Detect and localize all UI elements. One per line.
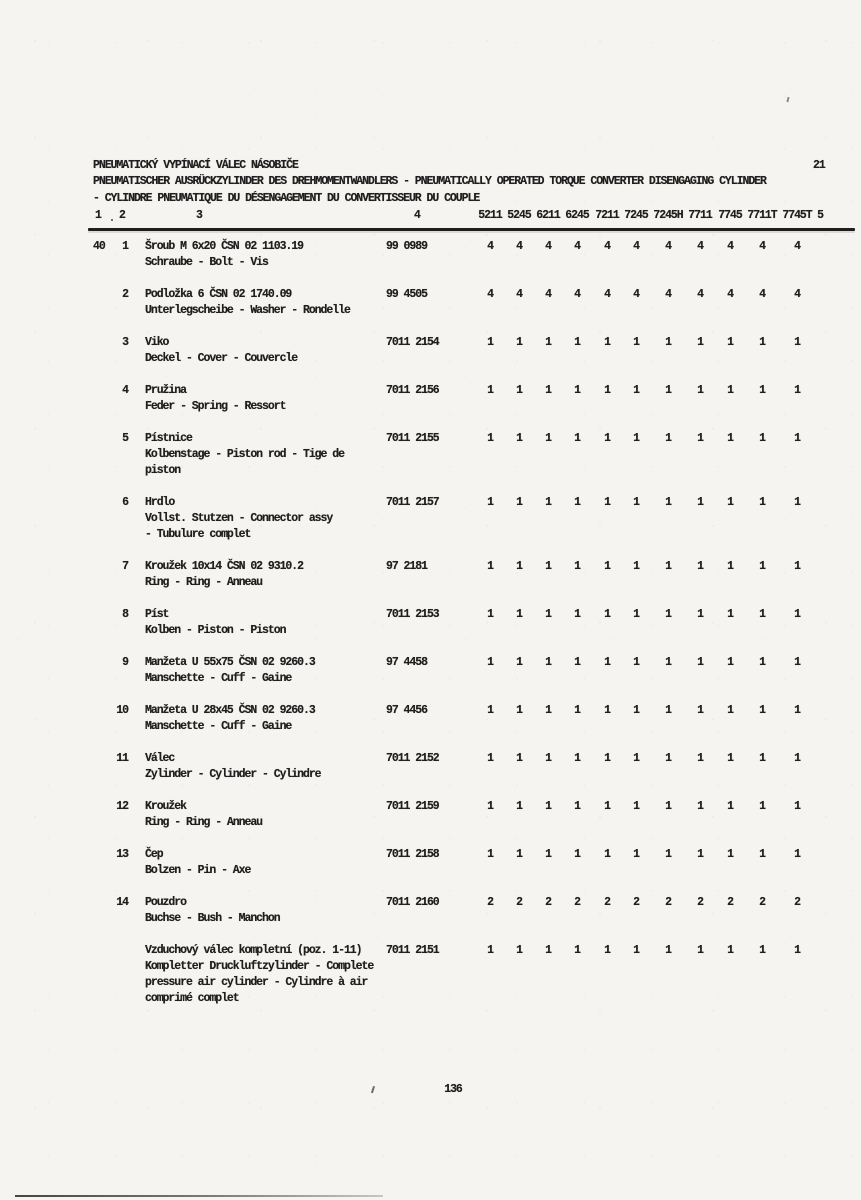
description-line: Vollst. Stutzen - Connector assy <box>145 512 333 525</box>
quantity-cell: 1 <box>665 384 671 397</box>
quantity-cell: 1 <box>697 432 703 445</box>
quantity-cell: 4 <box>604 240 610 253</box>
quantity-cell: 1 <box>759 944 765 957</box>
description-line: Schraube - Bolt - Vis <box>145 256 268 269</box>
column-number-2: 2 <box>119 209 125 222</box>
table-row <box>0 847 861 879</box>
part-number: 7011 2155 <box>386 432 439 445</box>
quantity-cell: 1 <box>794 752 800 765</box>
part-number: 7011 2156 <box>386 384 439 397</box>
quantity-cell: 1 <box>545 496 551 509</box>
quantity-cell: 1 <box>604 608 610 621</box>
part-number: 97 4458 <box>386 656 427 669</box>
quantity-cell: 1 <box>794 944 800 957</box>
quantity-cell: 1 <box>727 336 733 349</box>
quantity-cell: 1 <box>633 384 639 397</box>
quantity-cell: 1 <box>697 752 703 765</box>
quantity-cell: 1 <box>759 800 765 813</box>
quantity-cell: 2 <box>487 896 493 909</box>
quantity-cell: 4 <box>487 288 493 301</box>
quantity-cell: 1 <box>487 336 493 349</box>
description-line: Píst <box>145 608 169 621</box>
quantity-cell: 1 <box>633 704 639 717</box>
quantity-cell: 1 <box>759 560 765 573</box>
quantity-cell: 1 <box>665 944 671 957</box>
quantity-cell: 4 <box>604 288 610 301</box>
quantity-cell: 2 <box>794 896 800 909</box>
quantity-cell: 1 <box>574 944 580 957</box>
description-line: Kolbenstage - Piston rod - Tige de <box>145 448 344 461</box>
model-column-header: 7245 <box>624 209 648 222</box>
position-number: 6 <box>122 496 128 509</box>
quantity-cell: 4 <box>516 288 522 301</box>
quantity-cell: 1 <box>759 432 765 445</box>
quantity-cell: 1 <box>516 432 522 445</box>
quantity-cell: 1 <box>545 656 551 669</box>
table-row <box>0 607 861 639</box>
part-description <box>145 703 410 735</box>
model-column-header: 5211 <box>478 209 502 222</box>
table-row <box>0 559 861 591</box>
quantity-cell: 1 <box>727 432 733 445</box>
position-number: 8 <box>122 608 128 621</box>
quantity-cell: 1 <box>759 496 765 509</box>
description-line: Feder - Spring - Ressort <box>145 400 286 413</box>
quantity-cell: 1 <box>697 496 703 509</box>
part-description <box>145 751 410 783</box>
description-line: Hrdlo <box>145 496 175 509</box>
part-number: 7011 2159 <box>386 800 439 813</box>
quantity-cell: 1 <box>633 848 639 861</box>
quantity-cell: 1 <box>574 704 580 717</box>
description-line: - Tubulure complet <box>145 528 251 541</box>
position-number: 11 <box>116 752 128 765</box>
description-line: Kolben - Piston - Piston <box>145 624 286 637</box>
quantity-cell: 1 <box>487 496 493 509</box>
quantity-cell: 1 <box>633 336 639 349</box>
quantity-cell: 1 <box>665 800 671 813</box>
quantity-cell: 1 <box>727 384 733 397</box>
quantity-cell: 1 <box>665 432 671 445</box>
table-row <box>0 383 861 415</box>
quantity-cell: 1 <box>574 752 580 765</box>
quantity-cell: 2 <box>574 896 580 909</box>
quantity-cell: 1 <box>794 800 800 813</box>
quantity-cell: 1 <box>759 656 765 669</box>
quantity-cell: 1 <box>545 384 551 397</box>
model-column-header: 7711 <box>688 209 712 222</box>
quantity-cell: 1 <box>604 496 610 509</box>
description-line: Šroub M 6x20 ČSN 02 1103.19 <box>145 240 303 253</box>
quantity-cell: 1 <box>794 336 800 349</box>
description-line: Válec <box>145 752 175 765</box>
quantity-cell: 1 <box>727 800 733 813</box>
description-line: comprimé complet <box>145 992 239 1005</box>
quantity-cell: 1 <box>794 608 800 621</box>
quantity-cell: 4 <box>759 240 765 253</box>
quantity-cell: 1 <box>697 944 703 957</box>
quantity-cell: 1 <box>633 752 639 765</box>
part-number: 7011 2153 <box>386 608 439 621</box>
part-number: 99 4505 <box>386 288 427 301</box>
part-description <box>145 495 410 543</box>
description-line: Podložka 6 ČSN 02 1740.09 <box>145 288 292 301</box>
quantity-cell: 1 <box>487 384 493 397</box>
model-column-header: 7745 <box>718 209 742 222</box>
quantity-cell: 1 <box>574 560 580 573</box>
quantity-cell: 1 <box>604 656 610 669</box>
quantity-cell: 1 <box>633 944 639 957</box>
quantity-cell: 1 <box>545 752 551 765</box>
quantity-cell: 2 <box>727 896 733 909</box>
quantity-cell: 1 <box>665 752 671 765</box>
column-number-1: 1 <box>95 209 101 222</box>
quantity-cell: 1 <box>574 656 580 669</box>
quantity-cell: 1 <box>574 432 580 445</box>
part-description <box>145 847 410 879</box>
scan-speck <box>786 97 789 102</box>
page-number-bottom: 136 <box>444 1083 462 1096</box>
quantity-cell: 2 <box>545 896 551 909</box>
description-line: Vzduchový válec kompletní (poz. 1-11) <box>145 944 362 957</box>
quantity-cell: 1 <box>633 656 639 669</box>
quantity-cell: 1 <box>633 496 639 509</box>
title-czech: PNEUMATICKÝ VYPÍNACÍ VÁLEC NÁSOBIČE <box>93 159 298 172</box>
table-row <box>0 431 861 479</box>
part-number: 7011 2151 <box>386 944 439 957</box>
description-line: Pouzdro <box>145 896 186 909</box>
description-line: Manžeta U 28x45 ČSN 02 9260.3 <box>145 704 315 717</box>
quantity-cell: 1 <box>574 336 580 349</box>
quantity-cell: 1 <box>487 560 493 573</box>
quantity-cell: 4 <box>487 240 493 253</box>
quantity-cell: 4 <box>697 288 703 301</box>
quantity-cell: 4 <box>794 288 800 301</box>
table-row <box>0 655 861 687</box>
quantity-cell: 4 <box>633 288 639 301</box>
description-line: piston <box>145 464 181 477</box>
quantity-cell: 1 <box>727 944 733 957</box>
position-number: 9 <box>122 656 128 669</box>
quantity-cell: 1 <box>697 800 703 813</box>
quantity-cell: 1 <box>487 656 493 669</box>
description-line: Čep <box>145 848 163 861</box>
part-number: 7011 2157 <box>386 496 439 509</box>
part-description <box>145 559 410 591</box>
quantity-cell: 1 <box>487 752 493 765</box>
quantity-cell: 1 <box>516 656 522 669</box>
quantity-cell: 1 <box>604 944 610 957</box>
quantity-cell: 1 <box>697 560 703 573</box>
quantity-cell: 1 <box>697 336 703 349</box>
part-number: 97 4456 <box>386 704 427 717</box>
table-row <box>0 751 861 783</box>
table-row <box>0 943 861 1007</box>
title-german-english: PNEUMATISCHER AUSRÜCKZYLINDER DES DREHMOMENTWANDLERS - PNEUMATICALLY OPERATED TORQUE CONVERTER DISENGAGING CYLINDER <box>93 175 766 188</box>
column-number-4: 4 <box>414 209 420 222</box>
quantity-cell: 1 <box>727 848 733 861</box>
table-row <box>0 895 861 927</box>
position-number: 7 <box>122 560 128 573</box>
description-line: pressure air cylinder - Cylindre à air <box>145 976 368 989</box>
quantity-cell: 4 <box>545 240 551 253</box>
quantity-cell: 1 <box>794 496 800 509</box>
model-column-header: 6245 <box>565 209 589 222</box>
description-line: Deckel - Cover - Couvercle <box>145 352 298 365</box>
description-line: Pružina <box>145 384 186 397</box>
quantity-cell: 1 <box>665 848 671 861</box>
quantity-cell: 1 <box>545 432 551 445</box>
quantity-cell: 1 <box>727 656 733 669</box>
description-line: Unterlegscheibe - Washer - Rondelle <box>145 304 350 317</box>
quantity-cell: 1 <box>545 560 551 573</box>
quantity-cell: 1 <box>516 944 522 957</box>
quantity-cell: 1 <box>697 384 703 397</box>
quantity-cell: 1 <box>516 800 522 813</box>
quantity-cell: 1 <box>759 336 765 349</box>
quantity-cell: 1 <box>516 752 522 765</box>
quantity-cell: 4 <box>759 288 765 301</box>
part-description <box>145 431 410 479</box>
description-line: Ring - Ring - Anneau <box>145 576 263 589</box>
quantity-cell: 1 <box>574 496 580 509</box>
group-column-number: 5 <box>817 209 823 222</box>
quantity-cell: 4 <box>545 288 551 301</box>
quantity-cell: 1 <box>697 848 703 861</box>
page-number-top: 21 <box>813 159 825 172</box>
quantity-cell: 1 <box>633 608 639 621</box>
quantity-cell: 1 <box>545 336 551 349</box>
position-number: 4 <box>122 384 128 397</box>
position-number: 12 <box>116 800 128 813</box>
quantity-cell: 4 <box>665 288 671 301</box>
model-column-header: 6211 <box>536 209 560 222</box>
part-number: 7011 2158 <box>386 848 439 861</box>
model-column-header: 5245 <box>507 209 531 222</box>
quantity-cell: 4 <box>633 240 639 253</box>
quantity-cell: 1 <box>545 848 551 861</box>
quantity-cell: 1 <box>633 800 639 813</box>
part-description <box>145 895 410 927</box>
scan-edge-artifact <box>15 1195 383 1197</box>
table-row <box>0 335 861 367</box>
header-rule <box>88 228 855 231</box>
quantity-cell: 1 <box>604 848 610 861</box>
quantity-cell: 1 <box>516 608 522 621</box>
column-header-row <box>0 208 861 224</box>
position-number: 5 <box>122 432 128 445</box>
quantity-cell: 1 <box>759 704 765 717</box>
description-line: Pístnice <box>145 432 192 445</box>
quantity-cell: 1 <box>516 704 522 717</box>
quantity-cell: 1 <box>516 496 522 509</box>
quantity-cell: 1 <box>516 336 522 349</box>
quantity-cell: 1 <box>665 496 671 509</box>
part-description <box>145 799 410 831</box>
quantity-cell: 1 <box>487 848 493 861</box>
quantity-cell: 1 <box>633 560 639 573</box>
part-number: 97 2181 <box>386 560 427 573</box>
quantity-cell: 1 <box>759 752 765 765</box>
part-description <box>145 607 410 639</box>
quantity-cell: 1 <box>574 800 580 813</box>
quantity-cell: 4 <box>665 240 671 253</box>
figure-number: 40 <box>93 240 105 253</box>
quantity-cell: 1 <box>545 608 551 621</box>
model-column-header: 7745T <box>782 209 812 222</box>
quantity-cell: 1 <box>545 944 551 957</box>
model-column-header: 7245H <box>653 209 683 222</box>
column-number-3: 3 <box>196 209 202 222</box>
part-number: 7011 2154 <box>386 336 439 349</box>
quantity-cell: 1 <box>574 608 580 621</box>
quantity-cell: 2 <box>516 896 522 909</box>
quantity-cell: 1 <box>604 752 610 765</box>
part-description <box>145 383 410 415</box>
quantity-cell: 1 <box>487 608 493 621</box>
quantity-cell: 1 <box>727 704 733 717</box>
quantity-cell: 4 <box>727 288 733 301</box>
quantity-cell: 1 <box>545 704 551 717</box>
parts-table <box>0 239 861 1023</box>
quantity-cell: 4 <box>516 240 522 253</box>
table-row <box>0 495 861 543</box>
model-column-header: 7711T <box>747 209 777 222</box>
position-number: 13 <box>116 848 128 861</box>
description-line: Kroužek <box>145 800 186 813</box>
quantity-cell: 4 <box>697 240 703 253</box>
quantity-cell: 1 <box>487 704 493 717</box>
quantity-cell: 1 <box>759 384 765 397</box>
model-column-header: 7211 <box>595 209 619 222</box>
description-line: Kompletter Druckluftzylinder - Complete <box>145 960 374 973</box>
table-row <box>0 799 861 831</box>
description-line: Manschette - Cuff - Gaine <box>145 720 292 733</box>
quantity-cell: 1 <box>697 704 703 717</box>
quantity-cell: 1 <box>604 704 610 717</box>
quantity-cell: 1 <box>487 944 493 957</box>
quantity-cell: 1 <box>759 848 765 861</box>
part-number: 7011 2160 <box>386 896 439 909</box>
table-row <box>0 239 861 271</box>
description-line: Kroužek 10x14 ČSN 02 9310.2 <box>145 560 303 573</box>
quantity-cell: 1 <box>604 432 610 445</box>
quantity-cell: 1 <box>697 608 703 621</box>
position-number: 1 <box>122 240 128 253</box>
quantity-cell: 1 <box>545 800 551 813</box>
quantity-cell: 2 <box>604 896 610 909</box>
description-line: Buchse - Bush - Manchon <box>145 912 280 925</box>
quantity-cell: 1 <box>487 800 493 813</box>
quantity-cell: 1 <box>727 608 733 621</box>
quantity-cell: 1 <box>516 384 522 397</box>
quantity-cell: 1 <box>665 656 671 669</box>
quantity-cell: 1 <box>574 848 580 861</box>
quantity-cell: 1 <box>665 608 671 621</box>
quantity-cell: 1 <box>516 560 522 573</box>
scan-speck <box>371 1086 375 1093</box>
scan-speck <box>111 219 113 221</box>
quantity-cell: 2 <box>759 896 765 909</box>
quantity-cell: 1 <box>794 848 800 861</box>
quantity-cell: 1 <box>794 560 800 573</box>
quantity-cell: 1 <box>665 336 671 349</box>
quantity-cell: 2 <box>665 896 671 909</box>
quantity-cell: 2 <box>697 896 703 909</box>
description-line: Ring - Ring - Anneau <box>145 816 263 829</box>
quantity-cell: 1 <box>604 336 610 349</box>
quantity-cell: 1 <box>727 496 733 509</box>
quantity-cell: 1 <box>794 432 800 445</box>
quantity-cell: 1 <box>633 432 639 445</box>
quantity-cell: 1 <box>604 384 610 397</box>
quantity-cell: 1 <box>665 560 671 573</box>
part-description <box>145 943 410 1007</box>
part-description <box>145 655 410 687</box>
position-number: 14 <box>116 896 128 909</box>
title-french: - CYLINDRE PNEUMATIQUE DU DÉSENGAGEMENT DU CONVERTISSEUR DU COUPLE <box>93 192 480 205</box>
quantity-cell: 1 <box>727 752 733 765</box>
position-number: 2 <box>122 288 128 301</box>
position-number: 10 <box>116 704 128 717</box>
part-description <box>145 287 410 319</box>
quantity-cell: 4 <box>574 288 580 301</box>
quantity-cell: 1 <box>604 560 610 573</box>
part-number: 7011 2152 <box>386 752 439 765</box>
quantity-cell: 1 <box>665 704 671 717</box>
quantity-cell: 1 <box>759 608 765 621</box>
quantity-cell: 1 <box>727 560 733 573</box>
quantity-cell: 1 <box>574 384 580 397</box>
quantity-cell: 1 <box>697 656 703 669</box>
part-description <box>145 239 410 271</box>
part-description <box>145 335 410 367</box>
quantity-cell: 2 <box>633 896 639 909</box>
quantity-cell: 1 <box>487 432 493 445</box>
table-row <box>0 287 861 319</box>
description-line: Manžeta U 55x75 ČSN 02 9260.3 <box>145 656 315 669</box>
quantity-cell: 1 <box>794 384 800 397</box>
quantity-cell: 4 <box>794 240 800 253</box>
description-line: Zylinder - Cylinder - Cylindre <box>145 768 321 781</box>
table-row <box>0 703 861 735</box>
description-line: Viko <box>145 336 169 349</box>
quantity-cell: 4 <box>574 240 580 253</box>
description-line: Bolzen - Pin - Axe <box>145 864 251 877</box>
quantity-cell: 1 <box>604 800 610 813</box>
quantity-cell: 1 <box>794 704 800 717</box>
quantity-cell: 4 <box>727 240 733 253</box>
description-line: Manschette - Cuff - Gaine <box>145 672 292 685</box>
part-number: 99 0989 <box>386 240 427 253</box>
quantity-cell: 1 <box>794 656 800 669</box>
position-number: 3 <box>122 336 128 349</box>
quantity-cell: 1 <box>516 848 522 861</box>
